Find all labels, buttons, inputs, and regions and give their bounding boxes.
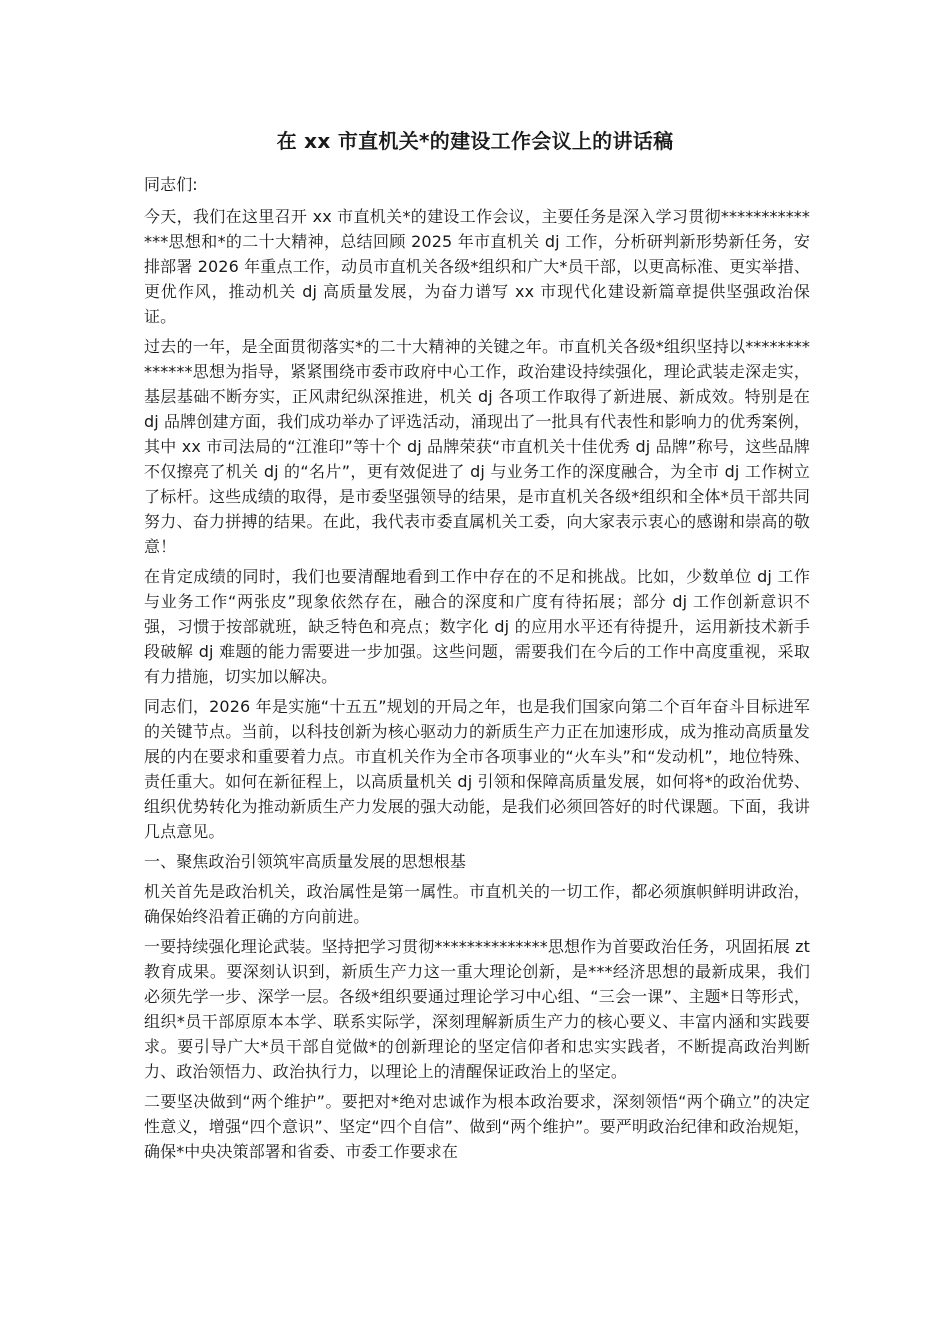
paragraph-achievements: 过去的一年，是全面贯彻落实*的二十大精神的关键之年。市直机关各级*组织坚持以**************思想为指导，紧紧围绕市委市政府中心工作，政治建设持续强化，理论武装走深走实，基层基础不断夯实，正风肃纪纵深推进，机关 dj 各项工作取得了新进展、新成效。特别是在 dj 品牌创建方面，我们成功举办了评选活动，涌现出了一批具有代表性和影响力的优秀案例，其中 xx 市司法局的“江淮印”等十个 dj 品牌荣获“市直机关十佳优秀 dj 品牌”称号，这些品牌不仅擦亮了机关 dj 的“名片”，更有效促进了 dj 与业务工作的深度融合，为全市 dj 工作树立了标杆。这些成绩的取得，是市委坚强领导的结果，是市直机关各级*组织和全体*员干部共同努力、奋力拼搏的结果。在此，我代表市委直属机关工委，向大家表示衷心的感谢和崇高的敬意！ [144,337,810,556]
section-heading-1: 一、聚焦政治引领筑牢高质量发展的思想根基 [144,852,467,871]
salutation: 同志们: [144,175,198,194]
paragraph-political-organ: 机关首先是政治机关，政治属性是第一属性。市直机关的一切工作，都必须旗帜鲜明讲政治，确保始终沿着正确的方向前进。 [144,882,810,926]
paragraph-two-safeguards: 二要坚决做到“两个维护”。要把对*绝对忠诚作为根本政治要求，深刻领悟“两个确立”的决定性意义，增强“四个意识”、坚定“四个自信”、做到“两个维护”。要严明政治纪律和政治规矩，确保*中央决策部署和省委、市委工作要求在 [144,1092,810,1161]
document-title: 在 xx 市直机关*的建设工作会议上的讲话稿 [276,129,674,153]
document-body [144,172,810,1169]
paragraph-theory: 一要持续强化理论武装。坚持把学习贯彻**************思想作为首要政治任务，巩固拓展 zt 教育成果。要深刻认识到，新质生产力这一重大理论创新，是***经济思想的最新成果，我们必须先学一步、深学一层。各级*组织要通过理论学习中心组、“三会一课”、主题*日等形式，组织*员干部原原本本学、联系实际学，深刻理解新质生产力的核心要义、丰富内涵和实践要求。要引导广大*员干部自觉做*的创新理论的坚定信仰者和忠实实践者，不断提高政治判断力、政治领悟力、政治执行力，以理论上的清醒保证政治上的坚定。 [144,937,810,1081]
paragraph-shortcomings: 在肯定成绩的同时，我们也要清醒地看到工作中存在的不足和挑战。比如，少数单位 dj 工作与业务工作“两张皮”现象依然存在，融合的深度和广度有待拓展；部分 dj 工作创新意识不强，习惯于按部就班，缺乏特色和亮点；数字化 dj 的应用水平还有待提升，运用新技术新手段破解 dj 难题的能力需要进一步加强。这些问题，需要我们在今后的工作中高度重视，采取有力措施，切实加以解决。 [144,567,810,686]
paragraph-opening: 今天，我们在这里召开 xx 市直机关*的建设工作会议，主要任务是深入学习贯彻**************思想和*的二十大精神，总结回顾 2025 年市直机关 dj 工作，分析研判新形势新任务，安排部署 2026 年重点工作，动员市直机关各级*组织和广大*员干部，以更高标准、更实举措、更优作风，推动机关 dj 高质量发展，为奋力谱写 xx 市现代化建设新篇章提供坚强政治保证。 [144,207,810,326]
paragraph-context: 同志们，2026 年是实施“十五五”规划的开局之年，也是我们国家向第二个百年奋斗目标进军的关键节点。当前，以科技创新为核心驱动力的新质生产力正在加速形成，成为推动高质量发展的内在要求和重要着力点。市直机关作为全市各项事业的“火车头”和“发动机”，地位特殊、责任重大。如何在新征程上，以高质量机关 dj 引领和保障高质量发展，如何将*的政治优势、组织优势转化为推动新质生产力发展的强大动能，是我们必须回答好的时代课题。下面，我讲几点意见。 [144,697,810,841]
